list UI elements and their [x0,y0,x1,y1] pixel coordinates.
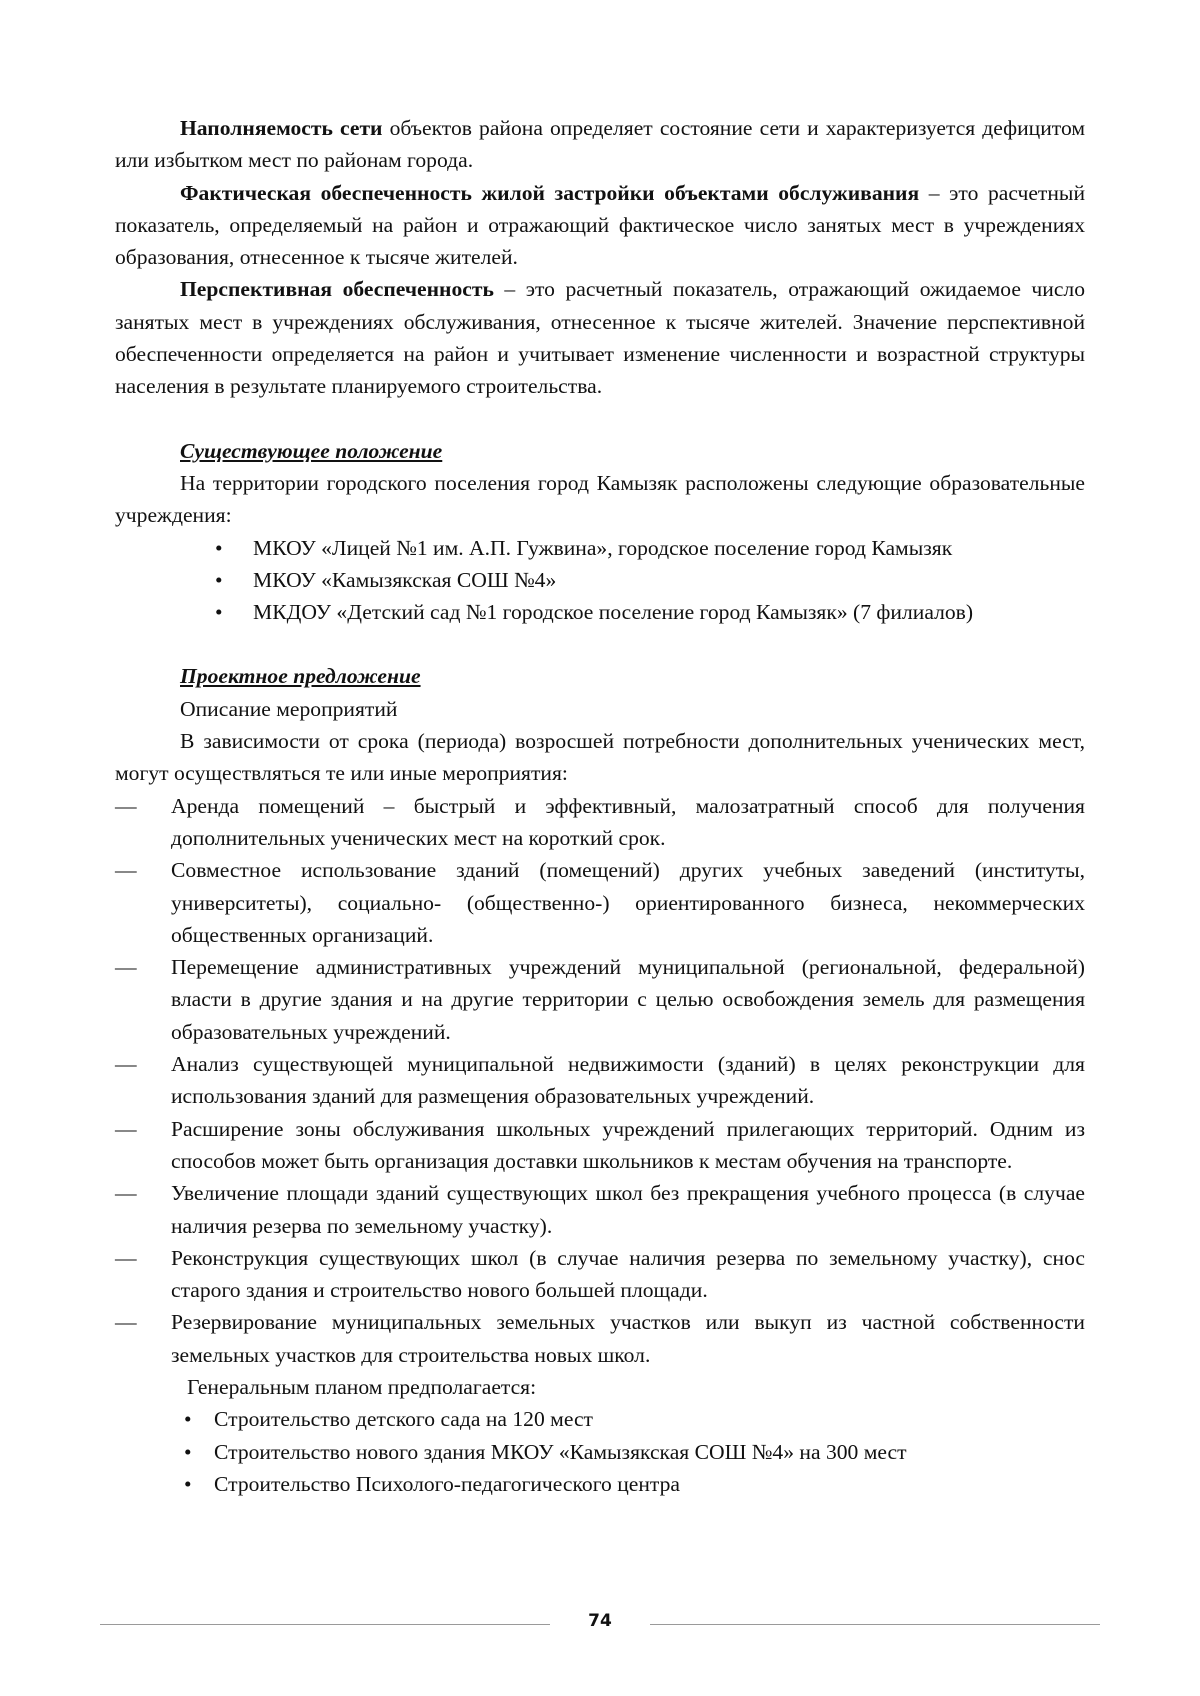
list-item: • Строительство детского сада на 120 мест [115,1403,1085,1435]
list-item [115,1048,1085,1113]
list-item [115,854,1085,951]
measure-text: Увеличение площади зданий существующих школ без прекращения учебного процесса (в случае наличия резерва по земельному участку). [171,1181,1085,1238]
list-item: • Строительство Психолого-педагогического центра [115,1468,1085,1500]
page-number: 74 [588,1611,612,1631]
list-item [115,1177,1085,1242]
paragraph-network-fill [115,112,1085,177]
heading-existing-situation: Существующее положение [180,438,443,463]
measure-text: Резервирование муниципальных земельных участков или выкуп из частной собственности земельных участков для строительства новых школ. [171,1310,1085,1367]
dash-marker: — [115,1052,137,1077]
measure-text: Совместное использование зданий (помещений) других учебных заведений (институты, университеты), социально- (общественно-) ориентированного бизнеса, некоммерческих общественных организаций. [171,858,1085,947]
dash-marker: — [115,1116,137,1141]
document-page [115,112,1085,1500]
paragraph-actual-provision [115,177,1085,274]
list-item: • МКОУ «Камызякская СОШ №4» [115,564,1085,596]
measures-list [115,790,1085,1371]
list-item: • Строительство нового здания МКОУ «Камызякская СОШ №4» на 300 мест [115,1436,1085,1468]
term-prospective-provision: Перспективная обеспеченность [180,277,494,302]
definition-network-fill: объектов района определяет состояние сети и характеризуется дефицитом или избытком мест по районам города. [115,116,1085,173]
page-footer [100,1610,1100,1640]
list-item [115,1306,1085,1371]
measure-text: Анализ существующей муниципальной недвижимости (зданий) в целях реконструкции для использования зданий для размещения образовательных учреждений. [171,1052,1085,1109]
term-network-fill: Наполняемость сети [180,116,383,140]
list-item [115,951,1085,1048]
measure-text: Реконструкция существующих школ (в случае наличия резерва по земельному участку), снос старого здания и строительство нового большей площади. [171,1245,1085,1303]
existing-institutions-list [115,532,1085,629]
list-item [115,1113,1085,1178]
list-item: • МКДОУ «Детский сад №1 городское поселение город Камызяк» (7 филиалов) [115,596,1085,628]
dash-marker: — [115,955,137,980]
heading-project-proposal: Проектное предложение [180,664,421,689]
term-actual-provision: Фактическая обеспеченность жилой застройки объектами обслуживания [180,180,920,205]
measure-text: Перемещение административных учреждений муниципальной (региональной, федеральной) власти в другие здания и на другие территории с целью освобождения земель для размещения образовательных учреждений. [171,955,1085,1044]
measure-text: Аренда помещений – быстрый и эффективный, малозатратный способ для получения дополнительных ученических мест на короткий срок. [171,793,1085,850]
dash-marker: — [115,793,137,818]
dash-marker: — [115,1310,137,1335]
paragraph-measures-intro: В зависимости от срока (периода) возросшей потребности дополнительных ученических мест, могут осуществляться те или иные мероприятия: [115,729,1085,786]
definition-prospective-provision: – это расчетный показатель, отражающий ожидаемое число занятых мест в учреждениях обслуживания, отнесенное к тысяче жителей. Значение перспективной обеспеченности определяется на район и учитывает изменение численности и возрастной структуры населения в результате планируемого строительства. [115,277,1085,399]
general-plan-intro: Генеральным планом предполагается: [187,1374,537,1399]
dash-marker: — [115,1181,137,1206]
dash-marker: — [115,1245,137,1270]
paragraph-existing-intro: На территории городского поселения город Камызяк расположены следующие образовательные учреждения: [115,470,1085,528]
list-item [115,790,1085,855]
definition-actual-provision: – это расчетный показатель, определяемый на район и отражающий фактическое число занятых мест в учреждениях образования, отнесенное к тысяче жителей. [115,180,1085,270]
general-plan-list [115,1403,1085,1500]
measures-subtitle: Описание мероприятий [180,696,398,721]
paragraph-prospective-provision [115,273,1085,402]
list-item: • МКОУ «Лицей №1 им. А.П. Гужвина», городское поселение город Камызяк [115,532,1085,564]
dash-marker: — [115,858,137,883]
measure-text: Расширение зоны обслуживания школьных учреждений прилегающих территорий. Одним из способов может быть организация доставки школьников к местам обучения на транспорте. [171,1116,1085,1173]
list-item [115,1242,1085,1307]
footer-rule-right [650,1624,1100,1625]
